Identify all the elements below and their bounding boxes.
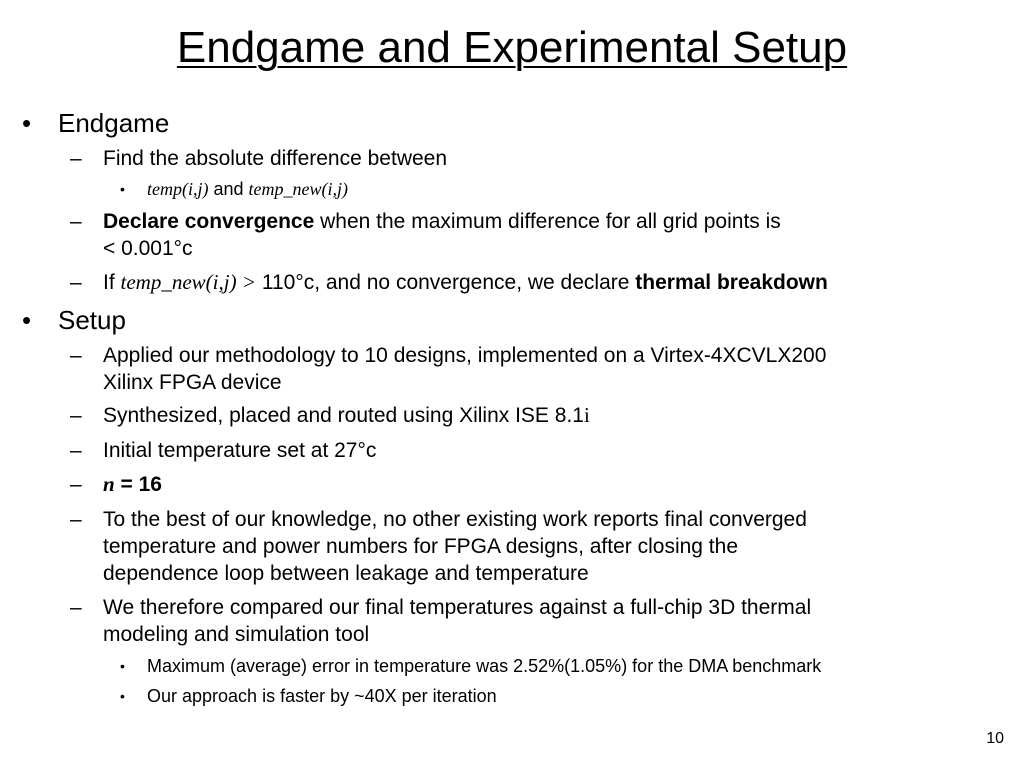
endgame-item-breakdown-text <box>103 269 1000 296</box>
setup-item-comparison-text <box>103 594 1000 648</box>
setup-subitem-speed-text: Our approach is faster by ~40X per iteration <box>147 686 497 706</box>
bullet-endgame <box>22 108 169 138</box>
bullet-marker: • <box>22 108 32 138</box>
if-prefix: If <box>103 271 121 294</box>
thermal-breakdown: thermal breakdown <box>635 271 828 294</box>
page-number: 10 <box>986 730 1004 747</box>
comparison-line1: We therefore compared our final temperatures against a full-chip 3D thermal <box>103 596 812 619</box>
setup-item-synthesized-text <box>103 402 1000 429</box>
existing-work-line2: temperature and power numbers for FPGA designs, after closing the <box>103 535 738 558</box>
comparison-line2: modeling and simulation tool <box>103 623 370 646</box>
ise-version-suffix: i <box>583 403 590 427</box>
dash-marker: – <box>70 473 82 496</box>
dash-marker: – <box>70 439 82 462</box>
convergence-threshold: < 0.001°c <box>103 237 193 260</box>
bullet-marker: • <box>120 658 125 674</box>
setup-item-n-text <box>103 471 1000 498</box>
var-temp: temp(i,j) <box>147 179 209 199</box>
bullet-marker: • <box>120 181 125 197</box>
setup-item-existing-work <box>70 506 1000 587</box>
endgame-item-convergence-text <box>103 208 1000 262</box>
setup-item-synthesized <box>70 402 1000 429</box>
endgame-item-breakdown <box>70 269 1000 296</box>
setup-item-comparison <box>70 594 1000 648</box>
breakdown-mid: 110°c, and no convergence, we declare <box>256 271 636 294</box>
slide-title: Endgame and Experimental Setup <box>176 23 848 72</box>
setup-subitem-error <box>120 655 1010 678</box>
dash-marker: – <box>70 508 82 531</box>
setup-item-existing-work-text <box>103 506 1000 587</box>
setup-item-n <box>70 471 1000 498</box>
dash-marker: – <box>70 596 82 619</box>
existing-work-line1: To the best of our knowledge, no other existing work reports final converged <box>103 508 807 531</box>
endgame-item-convergence <box>70 208 1000 262</box>
dash-marker: – <box>70 210 82 233</box>
setup-item-methodology <box>70 342 1000 396</box>
var-temp-new-gt: temp_new(i,j) > <box>120 270 256 294</box>
setup-item-temperature <box>70 437 1000 464</box>
setup-subitem-error-text: Maximum (average) error in temperature was 2.52%(1.05%) for the DMA benchmark <box>147 656 822 676</box>
convergence-rest: when the maximum difference for all grid points is <box>314 210 781 233</box>
bullet-setup <box>22 305 126 335</box>
var-n: n <box>103 472 115 496</box>
endgame-subitem-variables-text <box>147 178 1010 201</box>
methodology-line1: Applied our methodology to 10 designs, implemented on a Virtex-4XCVLX200 <box>103 344 827 367</box>
setup-item-temperature-text: Initial temperature set at 27°c <box>103 439 377 462</box>
declare-convergence: Declare convergence <box>103 210 315 233</box>
setup-item-methodology-text <box>103 342 1000 396</box>
and-text: and <box>208 179 249 199</box>
dash-marker: – <box>70 344 82 367</box>
methodology-line2: Xilinx FPGA device <box>103 371 282 394</box>
endgame-subitem-variables <box>120 178 1010 201</box>
dash-marker: – <box>70 271 82 294</box>
bullet-marker: • <box>120 688 125 704</box>
n-value: = 16 <box>114 473 162 496</box>
endgame-item-difference-text: Find the absolute difference between <box>103 147 448 170</box>
var-temp-new: temp_new(i,j) <box>248 179 349 199</box>
existing-work-line3: dependence loop between leakage and temperature <box>103 562 589 585</box>
synthesized-text: Synthesized, placed and routed using Xilinx ISE 8.1 <box>103 404 584 427</box>
endgame-heading: Endgame <box>58 108 170 138</box>
bullet-marker: • <box>22 305 32 335</box>
setup-heading: Setup <box>58 305 126 335</box>
dash-marker: – <box>70 147 82 170</box>
endgame-item-difference <box>70 145 1000 172</box>
setup-subitem-speed <box>120 685 1010 708</box>
dash-marker: – <box>70 404 82 427</box>
